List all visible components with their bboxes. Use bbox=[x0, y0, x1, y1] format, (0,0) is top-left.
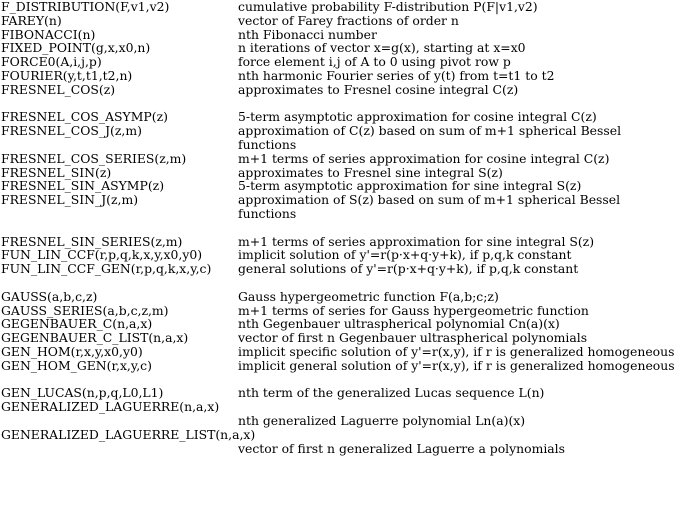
function-signature: FORCE0(A,i,j,p) bbox=[1, 54, 102, 70]
function-signature: FRESNEL_COS_SERIES(z,m) bbox=[1, 150, 187, 166]
spacer-row bbox=[1, 373, 691, 387]
function-description: m+1 terms of series for Gauss hypergeometric function bbox=[238, 302, 589, 318]
function-signature: GEGENBAUER_C_LIST(n,a,x) bbox=[1, 330, 189, 346]
function-description: approximation of S(z) based on sum of m+1 spherical Bessel bbox=[238, 192, 621, 208]
function-row bbox=[1, 152, 691, 166]
function-signature: GEGENBAUER_C(n,a,x) bbox=[1, 316, 153, 332]
function-description: implicit general solution of y'=r(x,y), if r is generalized homogeneous bbox=[238, 357, 675, 373]
function-signature: FRESNEL_SIN(z) bbox=[1, 164, 112, 180]
function-description: implicit solution of y'=r(p·x+q·y+k), if p,q,k constant bbox=[238, 247, 572, 263]
function-signature: GEN_HOM_GEN(r,x,y,c) bbox=[1, 357, 152, 373]
function-row bbox=[1, 207, 691, 221]
function-signature: FUN_LIN_CCF_GEN(r,p,q,k,x,y,c) bbox=[1, 261, 212, 277]
function-row bbox=[1, 359, 691, 373]
spacer-row bbox=[1, 221, 691, 235]
function-signature: FRESNEL_COS(z) bbox=[1, 81, 116, 97]
function-row bbox=[1, 41, 691, 55]
function-description: implicit specific solution of y'=r(x,y), if r is generalized homogeneous bbox=[238, 343, 675, 359]
function-signature: FRESNEL_SIN_SERIES(z,m) bbox=[1, 233, 183, 249]
function-description: approximates to Fresnel cosine integral C(z) bbox=[238, 81, 519, 97]
function-signature: FRESNEL_SIN_ASYMP(z) bbox=[1, 178, 165, 194]
function-signature bbox=[1, 414, 238, 428]
function-description: vector of first n generalized Laguerre a polynomials bbox=[238, 440, 566, 456]
function-signature: FRESNEL_COS_ASYMP(z) bbox=[1, 109, 168, 125]
function-signature: GENERALIZED_LAGUERRE(n,a,x) bbox=[1, 399, 220, 415]
function-description: m+1 terms of series approximation for sine integral S(z) bbox=[238, 233, 595, 249]
function-signature: F_DISTRIBUTION(F,v1,v2) bbox=[1, 0, 170, 14]
function-description: nth harmonic Fourier series of y(t) from t=t1 to t2 bbox=[238, 67, 555, 83]
function-row bbox=[1, 386, 691, 400]
function-row bbox=[1, 317, 691, 331]
function-row bbox=[1, 138, 691, 152]
function-description: nth Gegenbauer ultraspherical polynomial Cn(a)(x) bbox=[238, 316, 560, 332]
function-description: cumulative probability F-distribution P(F|v1,v2) bbox=[238, 0, 538, 14]
function-description: m+1 terms of series approximation for cosine integral C(z) bbox=[238, 150, 610, 166]
function-row bbox=[1, 262, 691, 276]
function-reference-list bbox=[1, 0, 691, 455]
function-signature: GENERALIZED_LAGUERRE_LIST(n,a,x) bbox=[1, 426, 256, 442]
function-description: vector of first n Gegenbauer ultraspherical polynomials bbox=[238, 330, 588, 346]
function-signature bbox=[1, 138, 238, 152]
function-row bbox=[1, 0, 691, 14]
function-row bbox=[1, 248, 691, 262]
function-description bbox=[238, 428, 691, 442]
spacer-row bbox=[1, 276, 691, 290]
function-description: 5-term asymptotic approximation for sine integral S(z) bbox=[238, 178, 582, 194]
function-row bbox=[1, 55, 691, 69]
function-row bbox=[1, 28, 691, 42]
function-row bbox=[1, 235, 691, 249]
function-signature: GAUSS(a,b,c,z) bbox=[1, 288, 98, 304]
function-description: general solutions of y'=r(p·x+q·y+k), if p,q,k constant bbox=[238, 261, 579, 277]
function-row bbox=[1, 193, 691, 207]
function-row bbox=[1, 69, 691, 83]
function-description: nth generalized Laguerre polynomial Ln(a)(x) bbox=[238, 412, 526, 428]
function-signature bbox=[1, 207, 238, 221]
function-row bbox=[1, 428, 691, 442]
function-row bbox=[1, 290, 691, 304]
function-signature: FRESNEL_SIN_J(z,m) bbox=[1, 192, 139, 208]
function-description: nth term of the generalized Lucas sequence L(n) bbox=[238, 385, 545, 401]
function-row bbox=[1, 83, 691, 97]
function-signature: FIBONACCI(n) bbox=[1, 26, 96, 42]
function-row bbox=[1, 414, 691, 428]
function-row bbox=[1, 331, 691, 345]
function-description: approximation of C(z) based on sum of m+1 spherical Bessel bbox=[238, 123, 622, 139]
function-signature bbox=[1, 442, 238, 456]
function-description: Gauss hypergeometric function F(a,b;c;z) bbox=[238, 288, 499, 304]
function-row bbox=[1, 179, 691, 193]
function-row bbox=[1, 442, 691, 456]
function-description: nth Fibonacci number bbox=[238, 26, 377, 42]
function-signature: FOURIER(y,t,t1,t2,n) bbox=[1, 67, 133, 83]
function-row bbox=[1, 166, 691, 180]
function-description: functions bbox=[238, 136, 297, 152]
function-description: approximates to Fresnel sine integral S(z) bbox=[238, 164, 503, 180]
function-signature: GAUSS_SERIES(a,b,c,z,m) bbox=[1, 302, 169, 318]
function-row bbox=[1, 400, 691, 414]
function-signature: GEN_HOM(r,x,y,x0,y0) bbox=[1, 343, 143, 359]
function-row bbox=[1, 124, 691, 138]
function-description: n iterations of vector x=g(x), starting at x=x0 bbox=[238, 40, 526, 56]
function-description: force element i,j of A to 0 using pivot row p bbox=[238, 54, 511, 70]
spacer-row bbox=[1, 97, 691, 111]
function-signature: FIXED_POINT(g,x,x0,n) bbox=[1, 40, 151, 56]
function-signature: FRESNEL_COS_J(z,m) bbox=[1, 123, 142, 139]
function-row bbox=[1, 14, 691, 28]
function-signature: FAREY(n) bbox=[1, 12, 62, 28]
function-description bbox=[238, 400, 691, 414]
function-description: vector of Farey fractions of order n bbox=[238, 12, 459, 28]
function-description: functions bbox=[238, 205, 297, 221]
function-row bbox=[1, 110, 691, 124]
function-signature: GEN_LUCAS(n,p,q,L0,L1) bbox=[1, 385, 164, 401]
function-row bbox=[1, 304, 691, 318]
function-description: 5-term asymptotic approximation for cosine integral C(z) bbox=[238, 109, 597, 125]
function-row bbox=[1, 345, 691, 359]
function-signature: FUN_LIN_CCF(r,p,q,k,x,y,x0,y0) bbox=[1, 247, 203, 263]
